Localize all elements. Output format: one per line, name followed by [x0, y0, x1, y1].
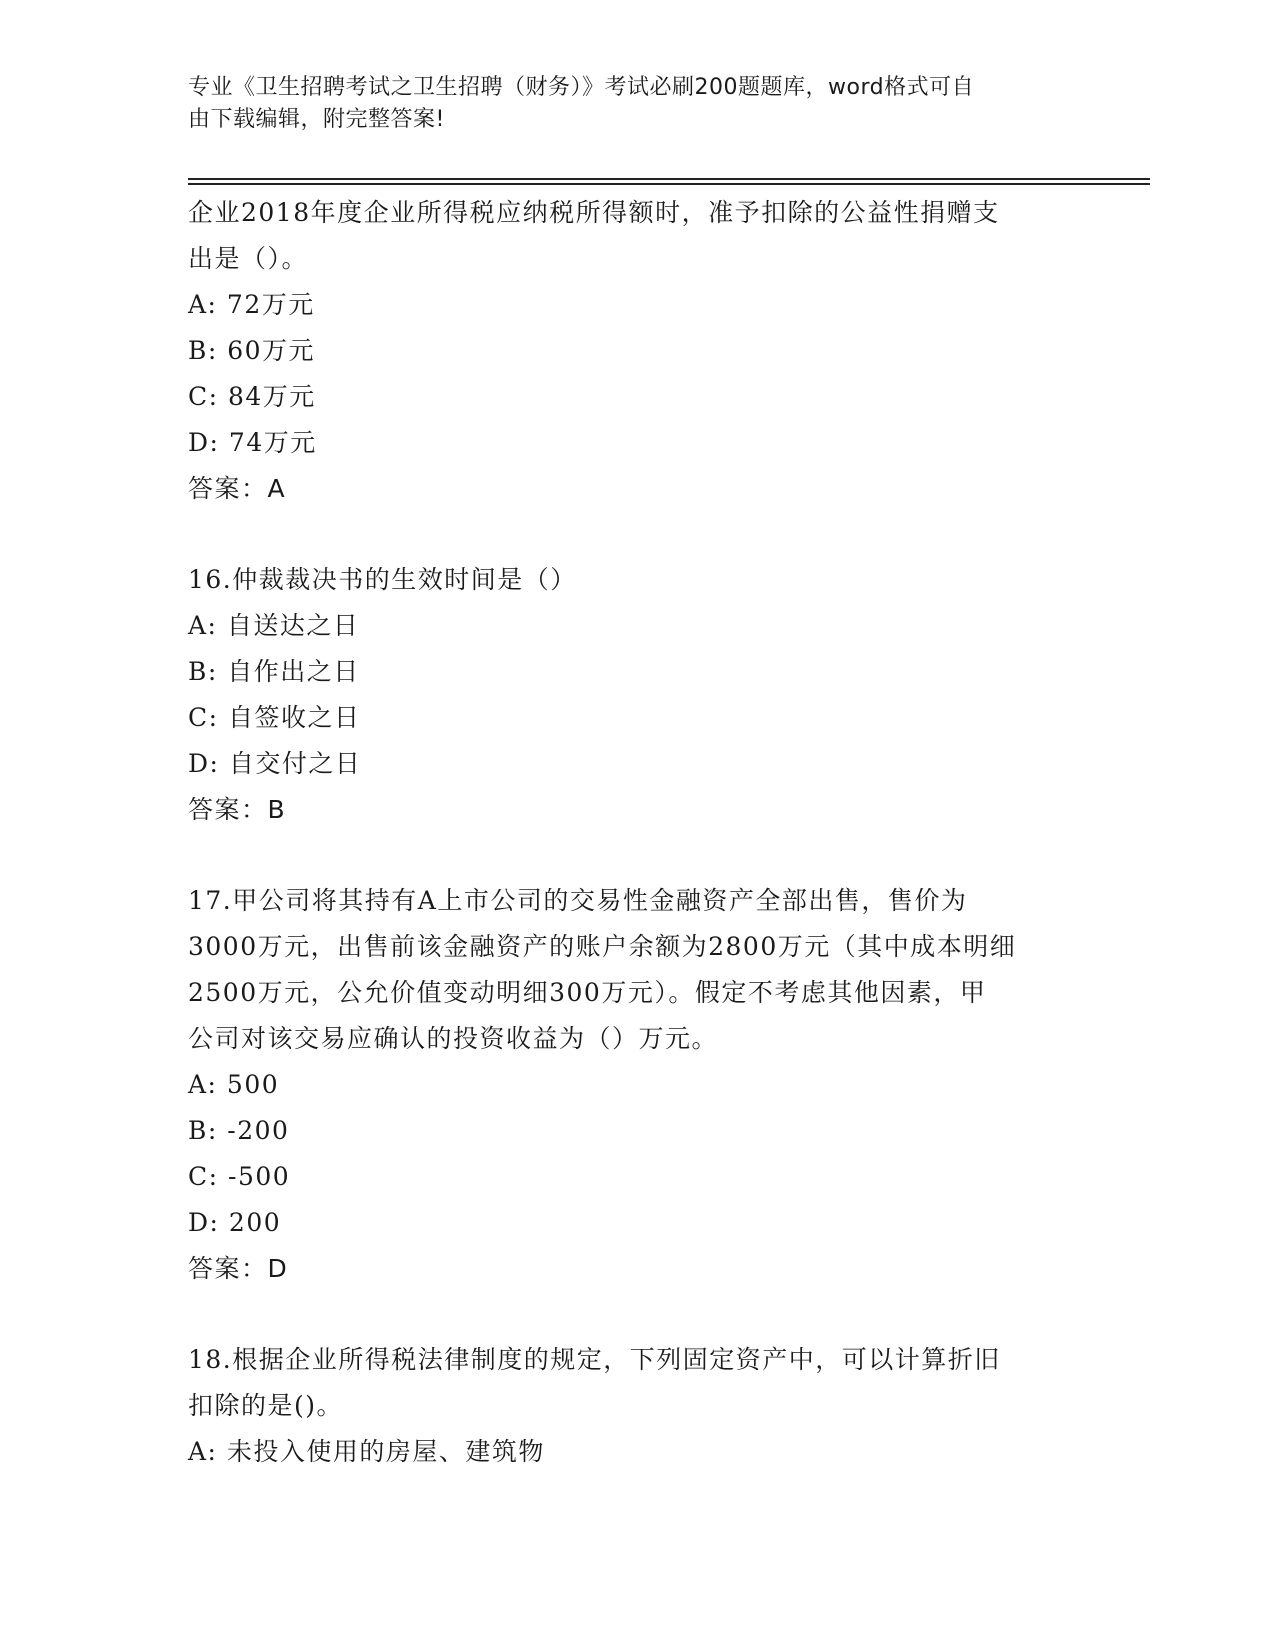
question-list — [188, 190, 1088, 1475]
option-a: A: 500 — [188, 1070, 280, 1099]
option-a: A: 自送达之日 — [188, 611, 360, 640]
question-stem: 企业2018年度企业所得税应纳税所得额时，准予扣除的公益性捐赠支 — [188, 198, 1000, 227]
question-stem: 3000万元，出售前该金融资产的账户余额为2800万元（其中成本明细 — [188, 932, 1017, 961]
spacer — [188, 1292, 1088, 1337]
question-16 — [188, 557, 1088, 833]
option-a: A: 72万元 — [188, 290, 315, 319]
answer: 答案：B — [188, 795, 287, 824]
option-a: A: 未投入使用的房屋、建筑物 — [188, 1437, 545, 1466]
option-d: D: 200 — [188, 1208, 282, 1237]
header-divider-bottom — [188, 183, 1150, 185]
document-header — [188, 72, 1068, 136]
question-stem: 16.仲裁裁决书的生效时间是（） — [188, 565, 577, 594]
header-line-1: 专业《卫生招聘考试之卫生招聘（财务）》考试必刷200题题库，word格式可自 — [188, 75, 975, 100]
header-divider-top — [188, 178, 1150, 180]
spacer — [188, 833, 1088, 878]
question-stem: 出是（）。 — [188, 244, 309, 273]
answer: 答案：D — [188, 1254, 289, 1283]
header-line-2: 由下载编辑，附完整答案! — [188, 107, 445, 132]
question-stem: 17.甲公司将其持有A上市公司的交易性金融资产全部出售，售价为 — [188, 886, 968, 915]
question-stem: 公司对该交易应确认的投资收益为（）万元。 — [188, 1024, 719, 1053]
option-c: C: 自签收之日 — [188, 703, 361, 732]
question-stem: 18.根据企业所得税法律制度的规定，下列固定资产中，可以计算折旧 — [188, 1345, 1001, 1374]
option-c: C: 84万元 — [188, 382, 316, 411]
question-17 — [188, 878, 1088, 1292]
question-stem: 扣除的是()。 — [188, 1391, 344, 1420]
question-15 — [188, 190, 1088, 512]
spacer — [188, 512, 1088, 557]
option-b: B: 自作出之日 — [188, 657, 360, 686]
question-stem: 2500万元，公允价值变动明细300万元）。假定不考虑其他因素，甲 — [188, 978, 987, 1007]
option-b: B: -200 — [188, 1116, 290, 1145]
question-18 — [188, 1337, 1088, 1475]
option-d: D: 74万元 — [188, 428, 317, 457]
answer: 答案：A — [188, 474, 287, 503]
option-b: B: 60万元 — [188, 336, 316, 365]
option-d: D: 自交付之日 — [188, 749, 362, 778]
option-c: C: -500 — [188, 1162, 291, 1191]
